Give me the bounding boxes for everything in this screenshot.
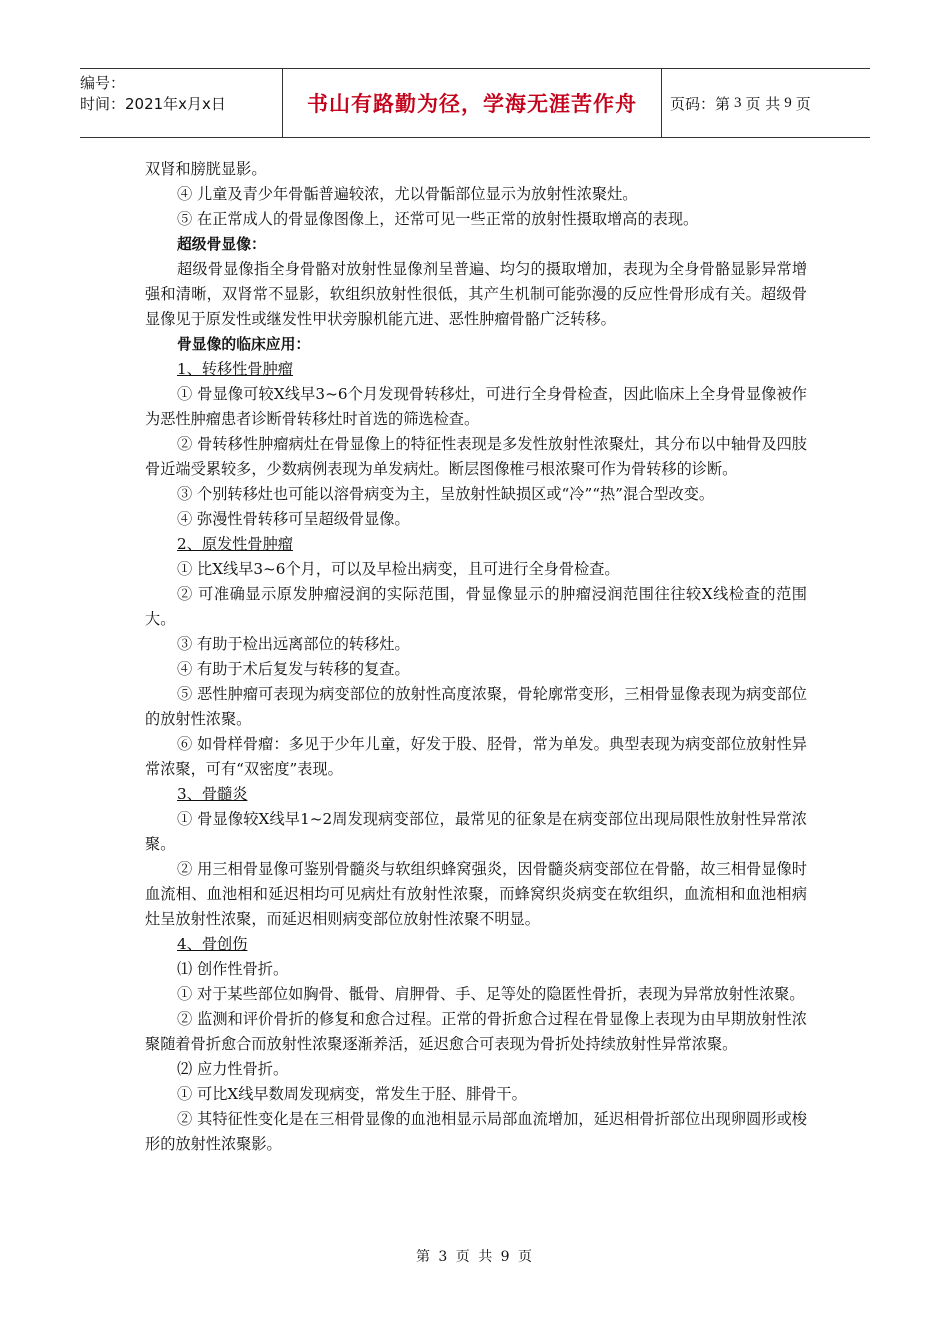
list-item: ④ 儿童及青少年骨骺普遍较浓，尤以骨骺部位显示为放射性浓聚灶。 <box>177 185 638 203</box>
subsection-heading <box>145 782 807 807</box>
list-item: ③ 有助于检出远离部位的转移灶。 <box>177 635 410 653</box>
time-label: 时间：2021年x月x日 <box>80 95 226 113</box>
list-item: ② 监测和评价骨折的修复和愈合过程。正常的骨折愈合过程在骨显像上表现为由早期放射性浓聚随着骨折愈合而放射性浓聚逐渐养活，延迟愈合可表现为骨折处持续放射性异常浓聚。 <box>145 1010 807 1053</box>
subsection-heading <box>145 932 807 957</box>
header-meta <box>80 69 280 137</box>
list-item: ③ 个别转移灶也可能以溶骨病变为主，呈放射性缺损区或“冷”“热”混合型改变。 <box>177 485 715 503</box>
list-item: ② 骨转移性肿瘤病灶在骨显像上的特征性表现是多发性放射性浓聚灶，其分布以中轴骨及四肢骨近端受累较多，少数病例表现为单发病灶。断层图像椎弓根浓聚可作为骨转移的诊断。 <box>145 435 807 478</box>
list-item: ④ 有助于术后复发与转移的复查。 <box>177 660 410 678</box>
section-heading: 超级骨显像： <box>177 236 266 253</box>
subsection-heading <box>145 357 807 382</box>
subsection-heading <box>145 532 807 557</box>
motto: 书山有路勤为径，学海无涯苦作舟 <box>307 92 637 116</box>
page-header <box>80 68 870 138</box>
list-item: ① 可比X线早数周发现病变，常发生于胫、腓骨干。 <box>177 1085 527 1103</box>
list-item: ⑥ 如骨样骨瘤：多见于少年儿童，好发于股、胫骨，常为单发。典型表现为病变部位放射性异常浓聚，可有“双密度”表现。 <box>145 735 807 778</box>
subsection-title: 1、转移性骨肿瘤 <box>177 360 293 378</box>
page-indicator <box>664 69 876 137</box>
subsection-title: 4、骨创伤 <box>177 935 248 953</box>
list-item: ② 用三相骨显像可鉴别骨髓炎与软组织蜂窝强炎，因骨髓炎病变部位在骨骼，故三相骨显像时血流相、血池相和延迟相均可见病灶有放射性浓聚，而蜂窝织炎病变在软组织，血流相和血池相病灶呈放射性浓聚，而延迟相则病变部位放射性浓聚不明显。 <box>145 860 807 928</box>
list-item: ① 骨显像可较X线早3~6个月发现骨转移灶，可进行全身骨检查，因此临床上全身骨显像被作为恶性肿瘤患者诊断骨转移灶时首选的筛选检查。 <box>145 385 807 428</box>
page-suffix: 页 <box>795 94 811 113</box>
list-item: ② 其特征性变化是在三相骨显像的血池相显示局部血流增加，延迟相骨折部位出现卵圆形或梭形的放射性浓聚影。 <box>145 1110 807 1153</box>
number-label: 编号： <box>80 74 126 92</box>
paragraph: 超级骨显像指全身骨骼对放射性显像剂呈普遍、均匀的摄取增加，表现为全身骨骼显影异常增强和清晰，双肾常不显影，软组织放射性很低，其产生机制可能弥漫的反应性骨形成有关。超级骨显像见于原发性或继发性甲状旁腺机能亢进、恶性肿瘤骨骼广泛转移。 <box>145 260 807 328</box>
list-item: ① 骨显像较X线早1~2周发现病变部位，最常见的征象是在病变部位出现局限性放射性异常浓聚。 <box>145 810 807 853</box>
page-footer: 第 3 页 共 9 页 <box>415 1249 535 1265</box>
page-current: 3 <box>734 94 742 111</box>
page-total: 9 <box>784 94 792 111</box>
section-heading: 骨显像的临床应用： <box>177 336 311 353</box>
page-prefix: 页码：第 <box>670 94 731 113</box>
header-motto-cell <box>282 69 662 137</box>
subsection-title: 3、骨髓炎 <box>177 785 248 803</box>
page-mid: 页 共 <box>745 94 781 113</box>
sub-list-heading: ⑵ 应力性骨折。 <box>177 1060 289 1078</box>
list-item: ① 对于某些部位如胸骨、骶骨、肩胛骨、手、足等处的隐匿性骨折，表现为异常放射性浓聚。 <box>177 985 805 1003</box>
paragraph: 双肾和膀胱显影。 <box>145 160 267 178</box>
subsection-title: 2、原发性骨肿瘤 <box>177 535 293 553</box>
document-body <box>145 157 807 1157</box>
list-item: ⑤ 恶性肿瘤可表现为病变部位的放射性高度浓聚，骨轮廓常变形，三相骨显像表现为病变部位的放射性浓聚。 <box>145 685 807 728</box>
list-item: ② 可准确显示原发肿瘤浸润的实际范围，骨显像显示的肿瘤浸润范围往往较X线检查的范围大。 <box>145 585 807 628</box>
list-item: ④ 弥漫性骨转移可呈超级骨显像。 <box>177 510 410 528</box>
sub-list-heading: ⑴ 创作性骨折。 <box>177 960 289 978</box>
list-item: ① 比X线早3~6个月，可以及早检出病变，且可进行全身骨检查。 <box>177 560 620 578</box>
list-item: ⑤ 在正常成人的骨显像图像上，还常可见一些正常的放射性摄取增高的表现。 <box>177 210 699 228</box>
